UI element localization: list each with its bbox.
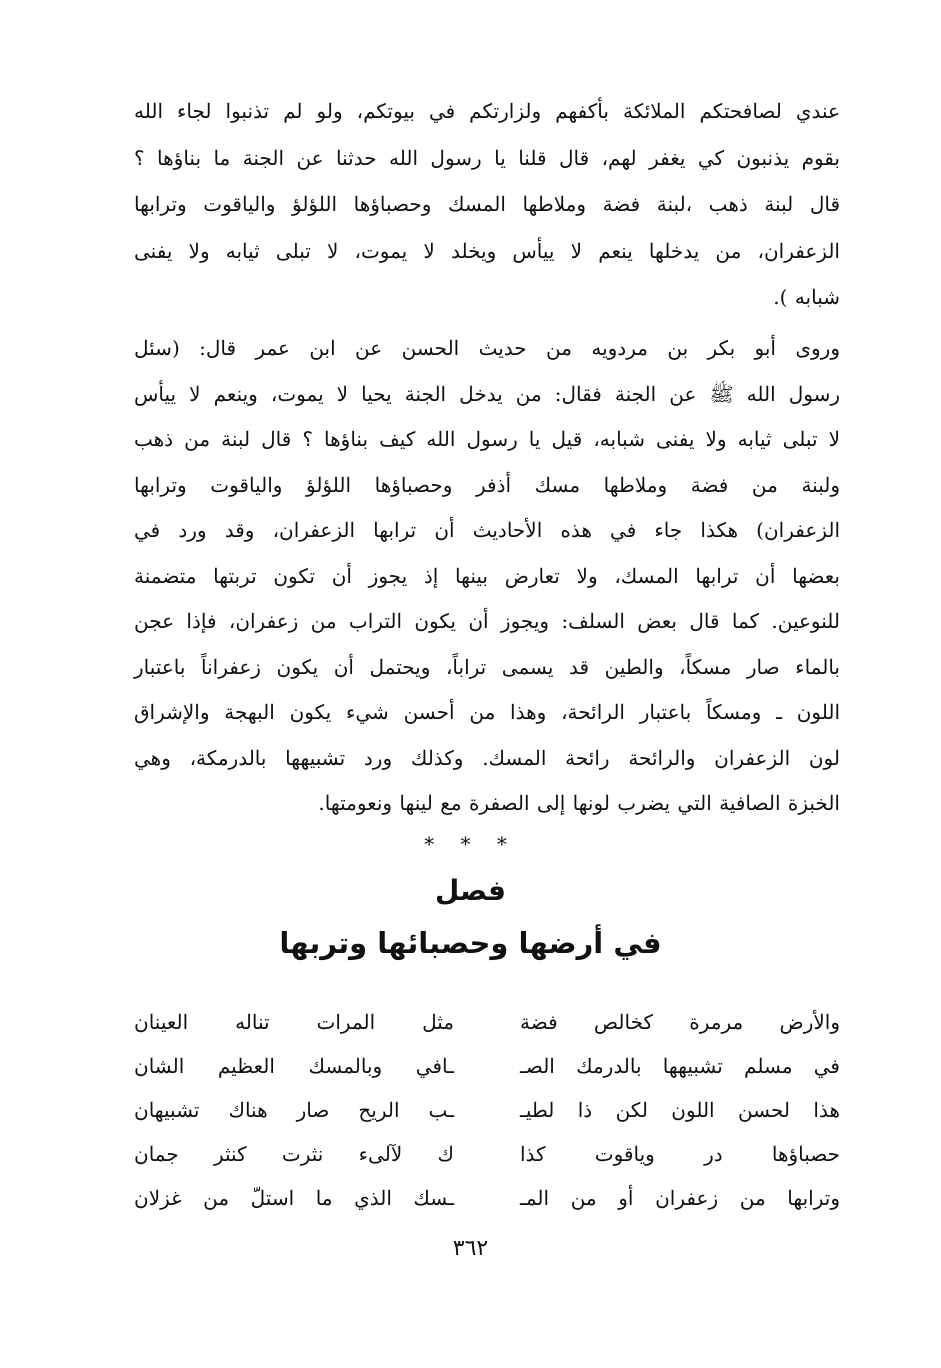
verse-first-hemistich: في مسلم تشبيهها بالدرمك الصـ [520,1054,840,1078]
poem-verse [134,1088,840,1132]
text-line: الخبزة الصافية التي يضرب لونها إلى الصفرة مع لينها ونعومتها. [318,791,840,815]
poem-verse [134,1000,840,1044]
poem-verse [134,1132,840,1176]
text-line: عندي لصافحتكم الملائكة بأكفهم ولزارتكم في بيوتكم، ولو لم تذنبوا لجاء الله [134,99,840,123]
verse-first-hemistich: والأرض مرمرة كخالص فضة [520,1010,840,1034]
verse-second-hemistich: ـب الريح صار هناك تشبيهان [134,1098,454,1122]
text-line: قال لبنة ذهب ،لبنة فضة وملاطها المسك وحصباؤها اللؤلؤ والياقوت وترابها [134,192,840,216]
section-separator: * * * [424,832,517,856]
text-line: بالماء صار مسكاً، والطين قد يسمى تراباً، ويحتمل أن يكون زعفراناً باعتبار [134,654,840,679]
verse-first-hemistich: حصباؤها در وياقوت كذا [520,1142,840,1166]
verse-second-hemistich: ـسك الذي ما استلّ من غزلان [134,1186,454,1210]
text-line: ولبنة من فضة وملاطها مسك أذفر وحصباؤها اللؤلؤ والياقوت وترابها [134,472,840,497]
verse-second-hemistich: مثل المرات تناله العينان [134,1010,454,1034]
text-line: شبابه ). [773,285,840,309]
text-line: لون الزعفران والرائحة رائحة المسك. وكذلك ورد تشبيهها بالدرمكة، وهي [134,745,840,770]
text-line: بعضها أن ترابها المسك، ولا تعارض بينها إذ يجوز أن تكون تربتها متضمنة [134,563,840,588]
text-line: للنوعين. كما قال بعض السلف: ويجوز أن يكون التراب من زعفران، فإذا عجن [134,609,840,633]
text-line: بقوم يذنبون كي يغفر لهم، قال قلنا يا رسول الله حدثنا عن الجنة ما بناؤها ؟ [134,145,840,170]
paragraph-2 [134,326,840,827]
section-subheading: في أرضها وحصبائها وتربها [279,926,662,960]
text-line: الزعفران) هكذا جاء في هذه الأحاديث أن ترابها الزعفران، وقد ورد في [134,518,840,542]
verse-second-hemistich: ك لآلىء نثرت كنثر جمان [134,1142,454,1166]
text-line: رسول الله ﷺ عن الجنة فقال: من يدخل الجنة يحيا لا يموت، وينعم لا ييأس [134,381,840,406]
text-line: الزعفران، من يدخلها ينعم لا ييأس ويخلد لا يموت، لا تبلى ثيابه ولا يفنى [134,238,840,263]
text-line: وروى أبو بكر بن مردويه من حديث الحسن عن ابن عمر قال: (سئل [134,336,840,360]
poem-verse [134,1044,840,1088]
verse-first-hemistich: وترابها من زعفران أو من المـ [520,1186,840,1210]
paragraph-1 [134,88,840,321]
text-line: اللون ـ ومسكاً باعتبار الرائحة، وهذا من أحسن شيء يكون البهجة والإشراق [134,700,840,724]
verse-first-hemistich: هذا لحسن اللون لكن ذا لطيـ [520,1098,840,1122]
page-number: ٣٦٢ [452,1236,489,1261]
verse-second-hemistich: ـافي وبالمسك العظيم الشان [134,1054,454,1078]
poem-verse [134,1176,840,1220]
section-heading: فصل [435,874,506,907]
text-line: لا تبلى ثيابه ولا يفنى شبابه، قيل يا رسول الله كيف بناؤها ؟ قال لبنة من ذهب [134,427,840,451]
poem [134,1000,840,1220]
